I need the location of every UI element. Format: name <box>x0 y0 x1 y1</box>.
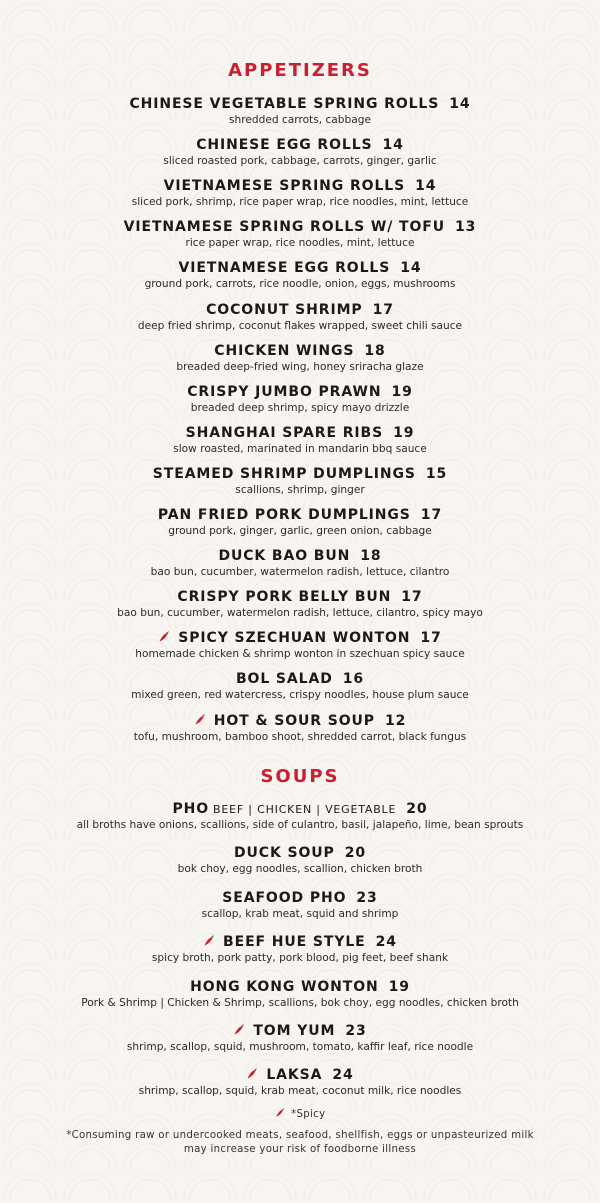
menu-item-price: 24 <box>375 934 397 951</box>
menu-item-name: STEAMED SHRIMP DUMPLINGS <box>152 465 416 482</box>
menu-item-name: CHICKEN WINGS <box>214 342 355 359</box>
menu-item-name: COCONUT SHRIMP <box>206 301 363 318</box>
chili-pepper-icon <box>275 1108 285 1118</box>
menu-item-title <box>0 507 600 524</box>
menu-item-price: 17 <box>372 301 394 318</box>
menu-item <box>0 934 600 965</box>
menu-item-title <box>0 1023 600 1040</box>
menu-item-options: BEEF | CHICKEN | VEGETABLE <box>213 803 397 816</box>
menu-item-description: Pork & Shrimp | Chicken & Shrimp, scallions, bok choy, egg noodles, chicken broth <box>81 996 519 1009</box>
menu-item-price: 14 <box>400 260 422 277</box>
menu-item-price: 12 <box>384 712 407 729</box>
menu-item-price: 14 <box>382 137 404 154</box>
menu-item-description: homemade chicken & shrimp wonton in szechuan spicy sauce <box>135 648 465 661</box>
menu-item-description: deep fried shrimp, coconut flakes wrapped, sweet chili sauce <box>137 319 463 332</box>
menu-item-description: bao bun, cucumber, watermelon radish, lettuce, cilantro <box>150 566 450 579</box>
menu-item-name: VIETNAMESE SPRING ROLLS <box>163 178 406 195</box>
menu-item-title <box>0 137 600 154</box>
menu-item-name: CHINESE EGG ROLLS <box>196 137 373 154</box>
menu-item-name: CRISPY JUMBO PRAWN <box>187 383 382 400</box>
menu-item <box>0 713 600 744</box>
spicy-legend-label: *Spicy <box>291 1109 326 1120</box>
menu-item-price: 18 <box>364 342 386 359</box>
menu-item <box>0 801 600 832</box>
menu-item <box>0 302 600 333</box>
menu-item-description: scallop, krab meat, squid and shrimp <box>201 907 399 920</box>
menu-item <box>0 384 600 415</box>
menu-item-description: ground pork, ginger, garlic, green onion, cabbage <box>168 525 432 537</box>
menu-item <box>0 979 600 1010</box>
menu-item-title <box>0 1067 600 1084</box>
menu-item-description: ground pork, carrots, rice noodle, onion, eggs, mushrooms <box>144 278 456 291</box>
menu-item-description: tofu, mushroom, bamboo shoot, shredded carrot, black fungus <box>133 730 467 743</box>
menu-item-price: 23 <box>345 1023 367 1039</box>
menu-item <box>0 890 600 921</box>
menu-item-title <box>0 589 600 606</box>
menu-item-title <box>0 343 600 360</box>
menu-item-description: shrimp, scallop, squid, mushroom, tomato, kaffir leaf, rice noodle <box>126 1041 474 1053</box>
menu-item <box>0 845 600 876</box>
menu-item-title <box>0 671 600 688</box>
menu-item <box>0 630 600 661</box>
menu-item-name: SEAFOOD PHO <box>222 889 347 906</box>
chili-pepper-icon <box>246 1068 258 1080</box>
menu-item-description: bok choy, egg noodles, scallion, chicken broth <box>177 863 423 876</box>
menu-item-price: 20 <box>406 801 428 817</box>
menu-item-price: 13 <box>455 219 477 236</box>
menu-item-description: breaded deep-fried wing, honey sriracha glaze <box>176 360 424 373</box>
menu-item-description: sliced pork, shrimp, rice paper wrap, rice noodles, mint, lettuce <box>131 196 469 209</box>
menu-item-price: 24 <box>332 1067 354 1084</box>
menu-item-title <box>0 979 600 996</box>
menu-item-title <box>0 548 600 565</box>
menu-item <box>0 507 600 538</box>
menu-item <box>0 137 600 168</box>
menu-item-name: VIETNAMESE EGG ROLLS <box>178 260 391 277</box>
menu-item-title <box>0 845 600 862</box>
menu-item-title <box>0 630 600 647</box>
menu-item <box>0 96 600 127</box>
appetizers-heading: APPETIZERS <box>228 60 372 81</box>
chili-pepper-icon <box>233 1024 245 1036</box>
chili-pepper-icon <box>194 714 206 726</box>
menu-item-title <box>0 801 600 818</box>
menu-item-price: 19 <box>393 424 415 441</box>
menu-item-name: CHINESE VEGETABLE SPRING ROLLS <box>129 96 440 112</box>
menu-item-price: 17 <box>420 507 443 523</box>
menu-item-description: breaded deep shrimp, spicy mayo drizzle <box>190 401 410 414</box>
chili-pepper-icon <box>158 631 170 643</box>
menu-item <box>0 548 600 579</box>
menu-item-description: slow roasted, marinated in mandarin bbq sauce <box>173 442 427 455</box>
menu-item <box>0 1023 600 1054</box>
menu-item-title <box>0 219 600 236</box>
menu-item-name: HONG KONG WONTON <box>190 978 379 995</box>
menu-item-description: scallions, shrimp, ginger <box>235 483 365 496</box>
menu-item <box>0 260 600 291</box>
menu-item-title <box>0 890 600 907</box>
menu-item-description: all broths have onions, scallions, side of culantro, basil, jalapeño, lime, bean sprouts <box>76 819 524 831</box>
menu-item <box>0 219 600 250</box>
menu-item-description: mixed green, red watercress, crispy noodles, house plum sauce <box>131 689 469 702</box>
disclaimer-line-2: may increase your risk of foodborne illness <box>183 1144 417 1155</box>
menu-item-price: 23 <box>356 889 378 906</box>
menu-item-name: BOL SALAD <box>235 671 333 688</box>
menu-item-title <box>0 713 600 730</box>
menu-item-price: 17 <box>401 589 423 606</box>
chili-pepper-icon <box>203 935 215 947</box>
menu-item-price: 19 <box>391 383 413 400</box>
menu-item-description: bao bun, cucumber, watermelon radish, lettuce, cilantro, spicy mayo <box>117 607 483 620</box>
menu-item-name: CRISPY PORK BELLY BUN <box>177 589 392 606</box>
menu-item-name: DUCK BAO BUN <box>218 548 351 565</box>
menu-item-name: SHANGHAI SPARE RIBS <box>185 424 384 441</box>
menu-item-name: VIETNAMESE SPRING ROLLS W/ TOFU <box>123 219 446 236</box>
menu-item <box>0 178 600 209</box>
menu-item-title <box>0 425 600 442</box>
menu-item-price: 17 <box>420 630 442 647</box>
menu-item-price: 16 <box>342 671 365 688</box>
menu-item-name: PHO <box>172 801 210 817</box>
menu-item-description: rice paper wrap, rice noodles, mint, lettuce <box>185 237 415 250</box>
menu-item-price: 15 <box>425 465 448 482</box>
menu-item-description: shrimp, scallop, squid, krab meat, coconut milk, rice noodles <box>138 1085 462 1098</box>
menu-item-price: 19 <box>388 978 410 995</box>
menu-item <box>0 425 600 456</box>
menu-item <box>0 589 600 620</box>
menu-item <box>0 671 600 702</box>
menu-item-name: BEEF HUE STYLE <box>223 934 366 951</box>
menu-item-name: DUCK SOUP <box>234 845 335 862</box>
menu-item-name: LAKSA <box>266 1067 323 1084</box>
menu-item-title <box>0 934 600 951</box>
menu-item-description: sliced roasted pork, cabbage, carrots, ginger, garlic <box>163 155 437 168</box>
menu-item-price: 20 <box>344 845 366 862</box>
soups-heading: SOUPS <box>260 766 340 787</box>
menu-item <box>0 1067 600 1098</box>
spicy-legend <box>0 1108 600 1120</box>
menu-item-name: SPICY SZECHUAN WONTON <box>178 630 411 647</box>
menu-item-price: 14 <box>449 96 471 112</box>
menu-item-title <box>0 466 600 483</box>
menu-item-name: PAN FRIED PORK DUMPLINGS <box>157 507 411 523</box>
menu-item-price: 14 <box>415 178 437 195</box>
menu-item-title <box>0 178 600 195</box>
menu-item-description: spicy broth, pork patty, pork blood, pig feet, beef shank <box>151 952 449 965</box>
menu-item-description: shredded carrots, cabbage <box>229 114 371 126</box>
menu-item <box>0 343 600 374</box>
menu-item-name: TOM YUM <box>253 1023 336 1039</box>
menu-item-title <box>0 384 600 401</box>
menu-item-price: 18 <box>360 548 382 565</box>
menu-item-name: HOT & SOUR SOUP <box>213 712 375 729</box>
menu-item-title <box>0 96 600 113</box>
disclaimer-line-1: *Consuming raw or undercooked meats, seafood, shellfish, eggs or unpasteurized milk <box>66 1130 534 1141</box>
menu-item-title <box>0 302 600 319</box>
menu-item-title <box>0 260 600 277</box>
menu-item <box>0 466 600 497</box>
